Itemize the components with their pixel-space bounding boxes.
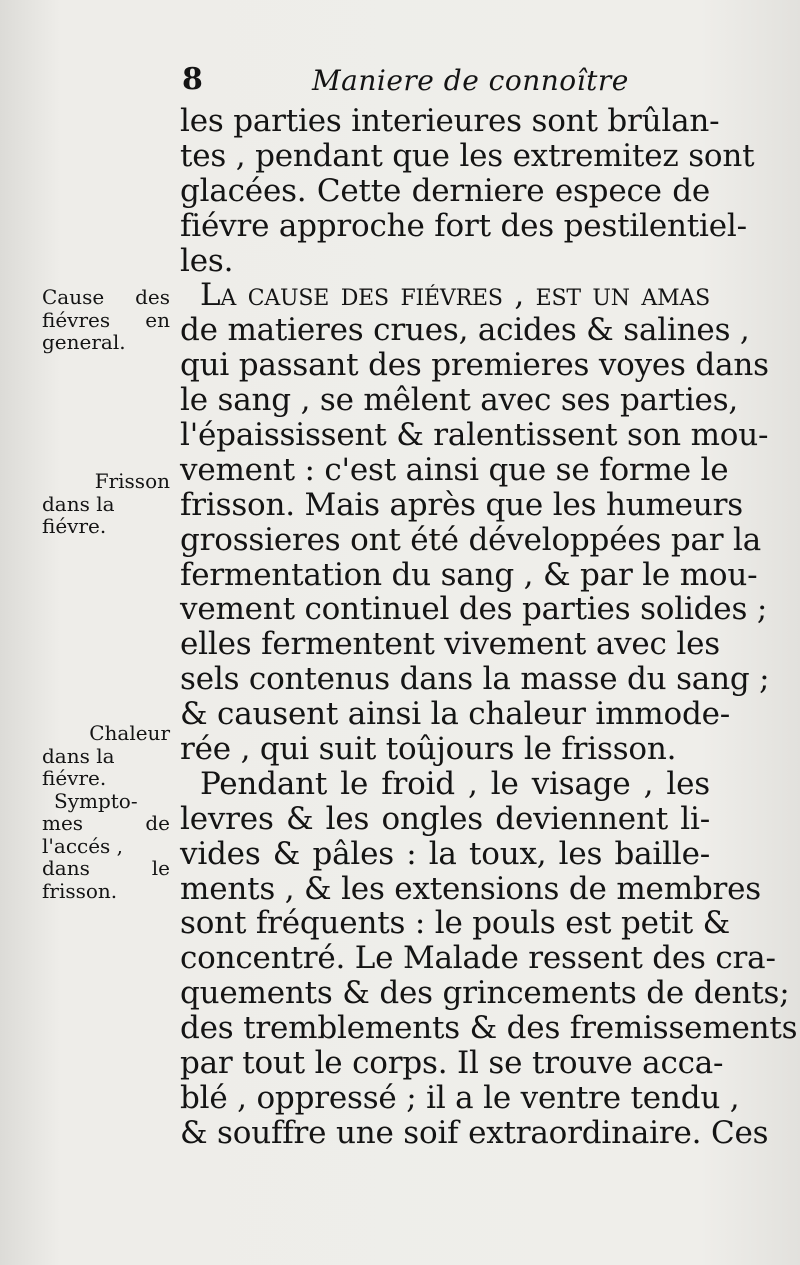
text-line: grossieres ont été développées par la: [180, 521, 762, 558]
text-line: Pendant le froid , le visage , les: [200, 765, 710, 802]
body-text: [180, 103, 798, 1151]
margin-note-line: frisson.: [42, 878, 118, 903]
page-header: [182, 62, 722, 102]
text-line: fermentation du sang , & par le mou-: [180, 556, 758, 593]
text-line: sels contenus dans la masse du sang ;: [180, 661, 770, 698]
margin-note-line: Cause des: [42, 285, 170, 309]
margin-note-line: dans la: [42, 491, 115, 516]
text-line: quements & des grincements de dents;: [180, 975, 790, 1012]
margin-note-line: dans la: [42, 743, 115, 768]
text-line: & causent ainsi la chaleur immode-: [180, 696, 731, 733]
text-line: La cause des fiévres , est un amas: [200, 277, 710, 314]
margin-note-line: fiévres en: [42, 307, 170, 332]
margin-note-line: l'accés ,: [42, 833, 124, 858]
text-line: les parties interieures sont brûlan-: [180, 103, 720, 139]
text-line: concentré. Le Malade ressent des cra-: [180, 940, 776, 977]
text-line: blé , oppressé ; il a le ventre tendu ,: [180, 1079, 740, 1116]
text-line: vement continuel des parties solides ;: [180, 591, 768, 628]
text-line: qui passant des premieres voyes dans: [180, 347, 769, 384]
margin-note-line: Sympto-: [54, 788, 138, 813]
text-line: levres & les ongles deviennent li-: [180, 800, 710, 837]
text-line: de matieres crues, acides & salines ,: [180, 312, 750, 349]
margin-note-cause: [42, 286, 170, 354]
margin-note-line: Chaleur: [89, 721, 170, 745]
text-line: le sang , se mêlent avec ses parties,: [180, 382, 739, 419]
margin-note-frisson: [42, 470, 170, 538]
text-line: & souffre une soif extraordinaire. Ces: [180, 1114, 769, 1151]
text-line: vement : c'est ainsi que se forme le: [180, 451, 729, 488]
margin-note-line: Frisson: [94, 469, 170, 493]
text-line: ments , & les extensions de membres: [180, 870, 762, 907]
margin-note-chaleur: [42, 722, 170, 902]
text-line: tes , pendant que les extremitez sont: [180, 137, 755, 174]
margin-note-line: general.: [42, 330, 126, 354]
running-title: Maniere de connoître: [312, 64, 629, 97]
text-line: elles fermentent vivement avec les: [180, 626, 720, 663]
text-line: vides & pâles : la toux, les baille-: [180, 835, 710, 872]
margin-note-line: fiévre.: [42, 766, 107, 790]
text-line: par tout le corps. Il se trouve acca-: [180, 1045, 724, 1082]
text-line: sont fréquents : le pouls est petit &: [180, 905, 731, 942]
page-number: 8: [182, 62, 203, 97]
text-line: rée , qui suit toûjours le frisson.: [180, 731, 677, 768]
margin-note-line: fiévre.: [42, 514, 107, 538]
text-line: des tremblements & des fremissements: [180, 1010, 798, 1047]
margin-note-line: dans le: [42, 856, 170, 880]
text-line: frisson. Mais après que les humeurs: [180, 486, 743, 523]
text-line: l'épaississent & ralentissent son mou-: [180, 417, 769, 454]
margin-note-line: mes de: [42, 811, 170, 835]
text-line: les.: [180, 242, 234, 279]
text-line: glacées. Cette derniere espece de: [180, 172, 710, 209]
text-line: fiévre approche fort des pestilentiel-: [180, 207, 747, 244]
